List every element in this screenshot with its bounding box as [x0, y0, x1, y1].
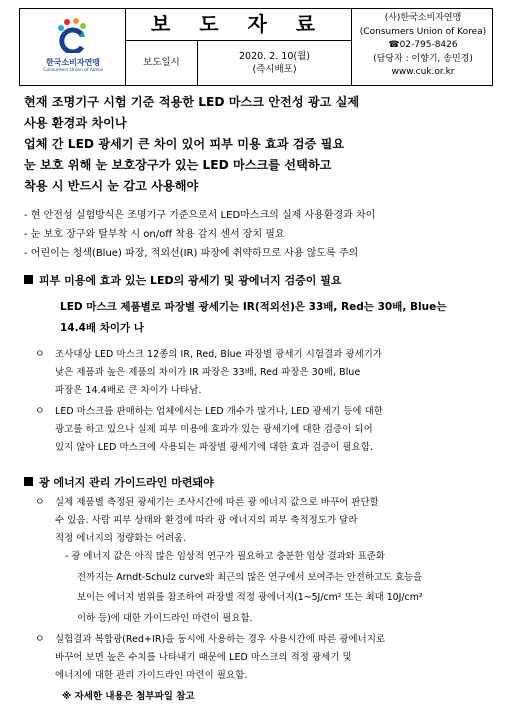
paragraph — [35, 494, 507, 549]
square-bullet-icon — [24, 477, 33, 486]
paragraph-line: 실험결과 복합광(Red+IR)을 동시에 사용하는 경우 사용시간에 따른 광에너지로 — [55, 634, 386, 645]
summary-line: 14.4배 차이가 나 — [60, 322, 144, 334]
headline-line: 착용 시 반드시 눈 감고 사용해야 — [24, 179, 199, 193]
circle-bullet-icon: ㅇ — [35, 349, 45, 360]
sub-line: - 광 에너지 값은 아직 많은 임상적 연구가 필요하고 충분한 임상 결과와 표준화 — [65, 551, 385, 562]
circle-bullet-icon: ㅇ — [35, 497, 45, 508]
attachment-note: ※ 자세한 내용은 첨부파일 참고 — [62, 691, 195, 702]
logo-subtitle: Consumers Union of Korea — [43, 68, 103, 73]
paragraph-line: 있지 않아 LED 마스크에 사용되는 파장별 광세기에 대한 효과 검증이 필요함. — [55, 442, 374, 454]
logo-cell — [20, 9, 126, 85]
paragraph-line: 파장은 14.4배로 큰 차이가 나타남. — [55, 385, 202, 397]
headline-line: 눈 보호 위해 눈 보호장구가 있는 LED 마스크를 선택하고 — [24, 158, 332, 172]
headline-line: 사용 환경과 차이나 — [24, 116, 127, 130]
sub-line: 이하 등)에 대한 가이드라인 마련이 필요함. — [77, 612, 253, 624]
headline-line: 현재 조명기구 시험 기준 적용한 LED 마스크 안전성 광고 실제 — [24, 95, 360, 109]
organization-info — [352, 9, 494, 85]
key-point: - 현 안전성 실험방식은 조명기구 기준으로서 LED마스크의 실제 사용환경과 차이 — [24, 210, 376, 221]
header-table — [19, 8, 493, 86]
paragraph — [35, 346, 507, 401]
key-point: - 어린이는 청색(Blue) 파장, 적외선(IR) 파장에 취약하므로 사용 않도록 주의 — [24, 248, 359, 259]
section-2-title: 광 에너지 관리 가이드라인 마련돼야 — [39, 476, 214, 489]
paragraph-line: 수 있음. 사람 피부 상태와 환경에 따라 광 에너지의 피부 축적정도가 달라 — [55, 515, 358, 527]
section-1-summary — [60, 297, 500, 339]
paragraph-line: 낮은 제품과 높은 제품의 차이가 IR 파장은 33배, Red 파장은 30배, Blue — [55, 367, 361, 379]
org-name: (사)한국소비자연맹 — [384, 13, 462, 23]
section-1-title: 피부 미용에 효과 있는 LED의 광세기 및 광에너지 검증이 필요 — [39, 274, 342, 287]
square-bullet-icon — [24, 275, 33, 284]
paragraph — [35, 631, 507, 686]
circle-bullet-icon: ㅇ — [35, 634, 45, 645]
org-contact: (담당자 : 이향기, 송민경) — [373, 53, 473, 64]
release-distribution: (즉시배포) — [252, 64, 297, 75]
circle-bullet-icon: ㅇ — [35, 406, 45, 417]
paragraph-line: 에너지에 대한 관리 가이드라인 마련이 필요함. — [55, 670, 248, 682]
paragraph-line: 바꾸어 보면 높은 수치를 나타내기 때문에 LED 마스크의 적정 광세기 및 — [55, 652, 352, 664]
key-point: - 눈 보호 장구와 탈부착 시 on/off 착용 감지 센서 장치 필요 — [24, 229, 285, 240]
paragraph — [35, 403, 507, 458]
paragraph-line: 광고를 하고 있으나 실제 피부 미용에 효과가 있는 광세기에 대한 검증이 되어 — [55, 424, 373, 436]
cuk-logo-icon — [56, 17, 90, 53]
headline-line: 업체 간 LED 광세기 큰 차이 있어 피부 미용 효과 검증 필요 — [24, 137, 345, 151]
paragraph-line: LED 마스크를 판매하는 업체에서는 LED 개수가 많거나, LED 광세기 등에 대한 — [55, 406, 383, 417]
key-points — [24, 206, 504, 263]
section-1-heading — [24, 272, 342, 288]
section-2-heading — [24, 474, 214, 490]
sub-paragraph — [65, 547, 505, 629]
org-website: www.cuk.or.kr — [391, 67, 455, 77]
summary-line: LED 마스크 제품별로 파장별 광세기는 IR(적외선)은 33배, Red는 30배, Blue는 — [60, 301, 447, 313]
org-english-name: (Consumers Union of Korea) — [359, 26, 487, 37]
paragraph-line: 조사대상 LED 마스크 12종의 IR, Red, Blue 파장별 광세기 시험결과 광세기가 — [55, 349, 383, 360]
release-date-value: 2020. 2. 10(월) — [239, 51, 310, 62]
release-date-label: 보도일시 — [126, 41, 198, 85]
paragraph-line: 적정 에너지의 정량화는 어려움. — [55, 533, 187, 545]
paragraph-line: 실제 제품별 측정된 광세기는 조사시간에 따른 광 에너지 값으로 바꾸어 판단할 — [55, 497, 379, 508]
release-date — [198, 41, 352, 85]
document-title: 보 도 자 료 — [126, 9, 352, 41]
sub-line: 보이는 에너지 범위를 참조하여 파장별 적정 광에너지(1~5J/cm² 또는 최대 10J/cm² — [77, 592, 423, 603]
org-phone: ☎02-795-8426 — [388, 40, 458, 50]
logo-name: 한국소비자연맹 — [45, 58, 101, 67]
sub-line: 전까지는 Arndt-Schulz curve와 최근의 많은 연구에서 보여주는 안전하고도 효능을 — [77, 571, 423, 583]
headline — [24, 92, 504, 197]
